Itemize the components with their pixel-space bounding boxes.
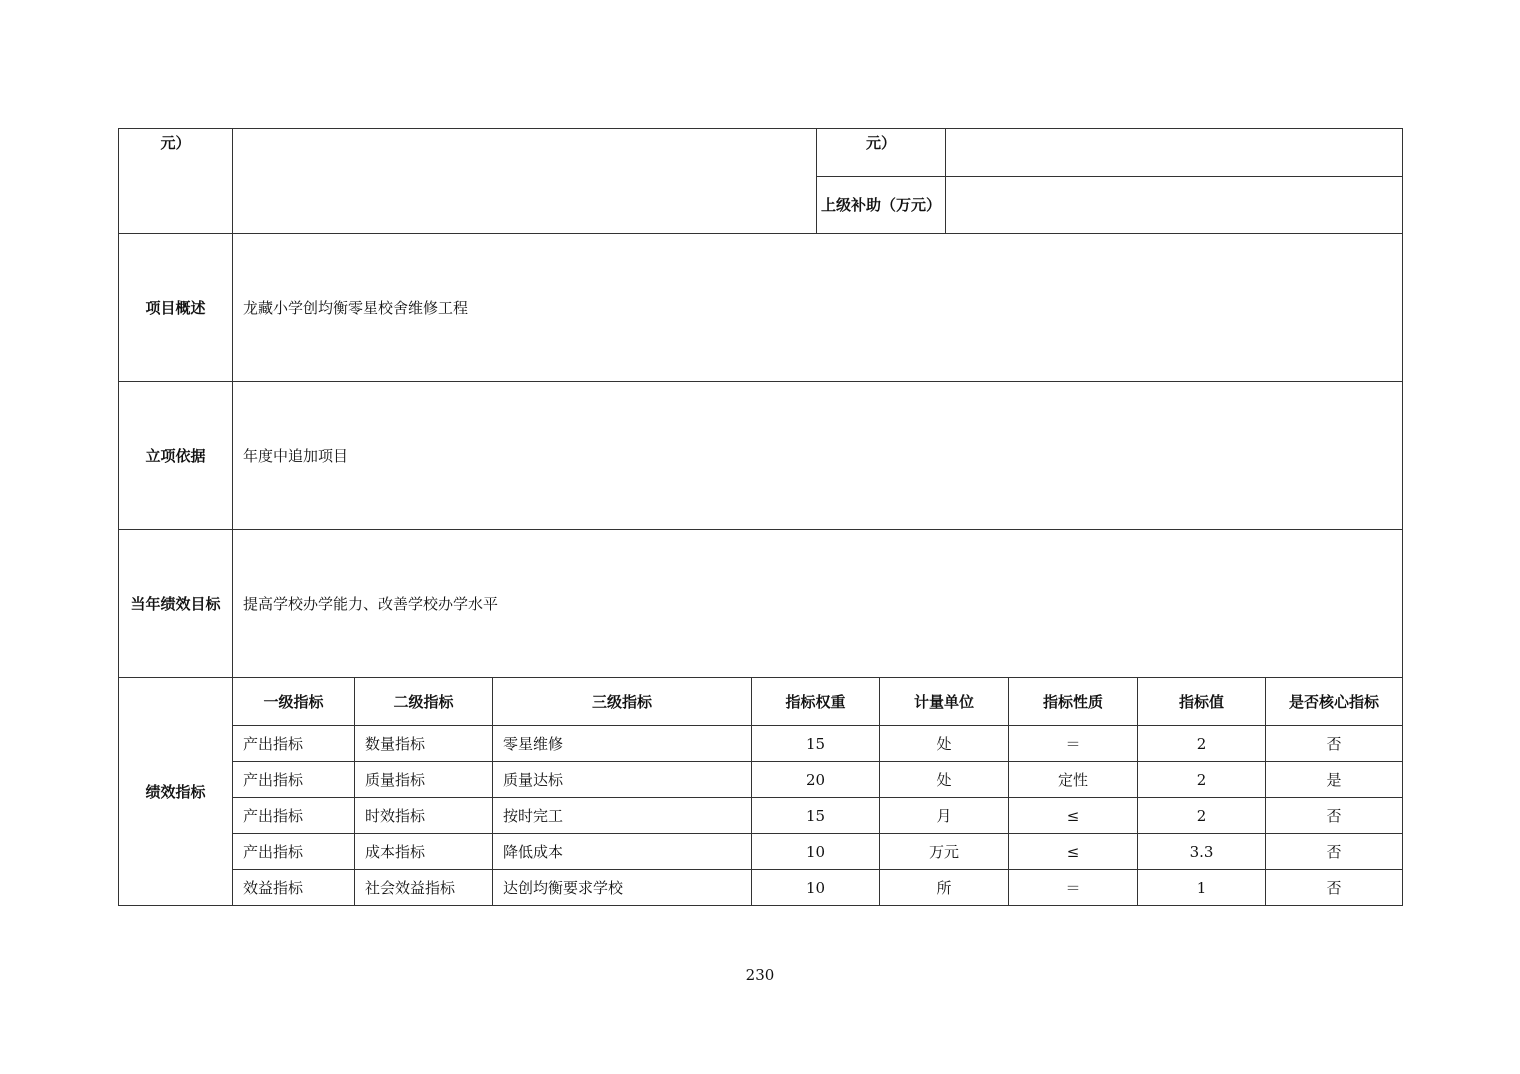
cell-weight: 15 <box>752 798 880 834</box>
cell-is-core: 否 <box>1266 834 1403 870</box>
superior-subsidy-label: 上级补助（万元） <box>817 177 946 234</box>
cell-unit: 处 <box>880 726 1009 762</box>
project-overview-value: 龙藏小学创均衡零星校舍维修工程 <box>233 234 1403 382</box>
cell-is-core: 是 <box>1266 762 1403 798</box>
cell-level2: 时效指标 <box>355 798 493 834</box>
funding-row-1 <box>119 129 1403 177</box>
annual-goal-value: 提高学校办学能力、改善学校办学水平 <box>233 530 1403 678</box>
cell-value: 2 <box>1138 726 1266 762</box>
cell-nature: 定性 <box>1009 762 1138 798</box>
cell-level1: 产出指标 <box>233 726 355 762</box>
cell-nature: ≤ <box>1009 798 1138 834</box>
cell-nature: ≤ <box>1009 834 1138 870</box>
table-row <box>119 870 1403 906</box>
cell-level3: 降低成本 <box>493 834 752 870</box>
funding-left-value <box>233 129 817 234</box>
cell-weight: 20 <box>752 762 880 798</box>
project-performance-table <box>118 128 1403 906</box>
header-level1: 一级指标 <box>233 678 355 726</box>
header-is-core: 是否核心指标 <box>1266 678 1403 726</box>
cell-level1: 产出指标 <box>233 834 355 870</box>
table-row <box>119 798 1403 834</box>
header-weight: 指标权重 <box>752 678 880 726</box>
project-overview-row <box>119 234 1403 382</box>
project-overview-label: 项目概述 <box>119 234 233 382</box>
cell-level1: 产出指标 <box>233 762 355 798</box>
cell-weight: 10 <box>752 834 880 870</box>
cell-value: 2 <box>1138 798 1266 834</box>
superior-subsidy-value <box>946 177 1403 234</box>
cell-level2: 数量指标 <box>355 726 493 762</box>
annual-goal-label: 当年绩效目标 <box>119 530 233 678</box>
cell-unit: 所 <box>880 870 1009 906</box>
project-basis-label: 立项依据 <box>119 382 233 530</box>
cell-value: 1 <box>1138 870 1266 906</box>
funding-mid-label: 元） <box>817 129 946 177</box>
project-basis-value: 年度中追加项目 <box>233 382 1403 530</box>
cell-nature: ＝ <box>1009 870 1138 906</box>
cell-level2: 社会效益指标 <box>355 870 493 906</box>
cell-unit: 处 <box>880 762 1009 798</box>
header-unit: 计量单位 <box>880 678 1009 726</box>
table-row <box>119 762 1403 798</box>
performance-indicators-label: 绩效指标 <box>119 678 233 906</box>
funding-mid-value <box>946 129 1403 177</box>
indicator-header-row <box>119 678 1403 726</box>
cell-nature: ＝ <box>1009 726 1138 762</box>
header-level3: 三级指标 <box>493 678 752 726</box>
cell-unit: 万元 <box>880 834 1009 870</box>
cell-is-core: 否 <box>1266 798 1403 834</box>
cell-level2: 成本指标 <box>355 834 493 870</box>
cell-level3: 质量达标 <box>493 762 752 798</box>
project-basis-row <box>119 382 1403 530</box>
cell-level3: 零星维修 <box>493 726 752 762</box>
header-level2: 二级指标 <box>355 678 493 726</box>
annual-goal-row <box>119 530 1403 678</box>
cell-weight: 10 <box>752 870 880 906</box>
cell-value: 2 <box>1138 762 1266 798</box>
cell-level2: 质量指标 <box>355 762 493 798</box>
table-row <box>119 726 1403 762</box>
cell-unit: 月 <box>880 798 1009 834</box>
cell-level3: 按时完工 <box>493 798 752 834</box>
cell-value: 3.3 <box>1138 834 1266 870</box>
cell-is-core: 否 <box>1266 726 1403 762</box>
cell-level3: 达创均衡要求学校 <box>493 870 752 906</box>
cell-level1: 效益指标 <box>233 870 355 906</box>
cell-level1: 产出指标 <box>233 798 355 834</box>
cell-weight: 15 <box>752 726 880 762</box>
page-number: 230 <box>745 966 775 984</box>
header-nature: 指标性质 <box>1009 678 1138 726</box>
table-row <box>119 834 1403 870</box>
cell-is-core: 否 <box>1266 870 1403 906</box>
funding-left-label: 元） <box>119 129 233 234</box>
header-value: 指标值 <box>1138 678 1266 726</box>
